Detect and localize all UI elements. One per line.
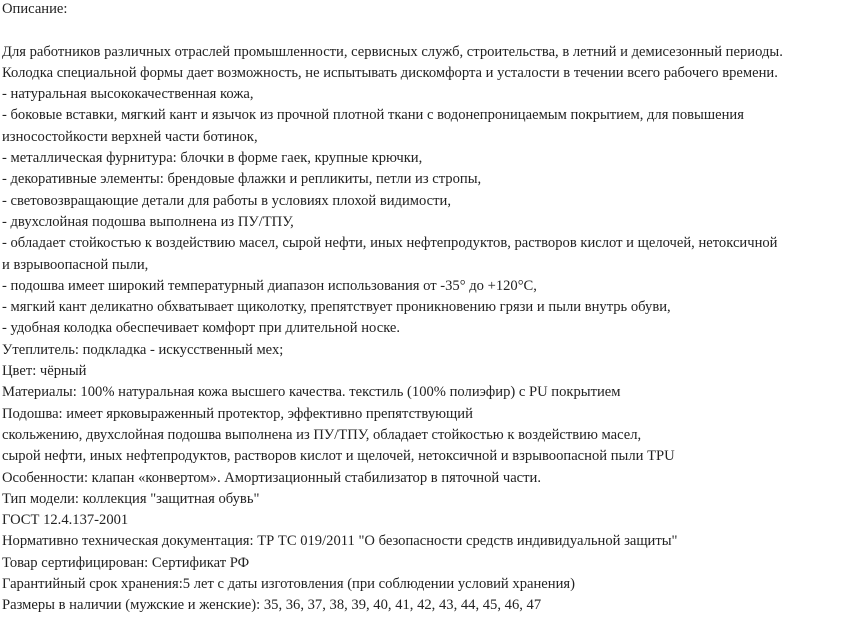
spec-insulation: Утеплитель: подкладка - искусственный мех;: [2, 341, 284, 358]
spec-color: Цвет: чёрный: [2, 363, 87, 380]
feature-side-inserts-cont: износостойкости верхней части ботинок,: [2, 128, 258, 145]
feature-reflective: - световозвращающие детали для работы в условиях плохой видимости,: [2, 192, 451, 209]
spec-model-type: Тип модели: коллекция "защитная обувь": [2, 490, 260, 507]
spec-sole-cont-2: сырой нефти, иных нефтепродуктов, растворов кислот и щелочей, нетоксичной и взрывоопасной пыли TPU: [2, 448, 675, 465]
spec-gost: ГОСТ 12.4.137-2001: [2, 512, 129, 529]
spec-sizes: Размеры в наличии (мужские и женские): 35, 36, 37, 38, 39, 40, 41, 42, 43, 44, 45, 46, 47: [2, 597, 542, 614]
spec-warranty: Гарантийный срок хранения:5 лет с даты изготовления (при соблюдении условий хранения): [2, 576, 575, 593]
feature-side-inserts: - боковые вставки, мягкий кант и язычок из прочной плотной ткани с водонепроницаемым покрытием, для повышения: [2, 107, 744, 124]
feature-decor: - декоративные элементы: брендовые флажки и репликиты, петли из стропы,: [2, 171, 482, 188]
spec-certification: Товар сертифицирован: Сертификат РФ: [2, 554, 250, 571]
feature-temperature: - подошва имеет широкий температурный диапазон использования от -35° до +120°С,: [2, 277, 537, 294]
description-line-intro: Для работников различных отраслей промышленности, сервисных служб, строительства, в летний и демисезонный периоды.: [2, 43, 783, 60]
spec-regulation: Нормативно техническая документация: ТР ТС 019/2011 "О безопасности средств индивидуальной защиты": [2, 533, 678, 550]
spec-sole-cont-1: скольжению, двухслойная подошва выполнена из ПУ/ТПУ, обладает стойкостью к воздействию масел,: [2, 426, 642, 443]
spec-features: Особенности: клапан «конвертом». Амортизационный стабилизатор в пяточной части.: [2, 469, 541, 486]
spec-sole: Подошва: имеет ярковыраженный протектор, эффективно препятствующий: [2, 405, 473, 422]
feature-sole: - двухслойная подошва выполнена из ПУ/ТПУ,: [2, 213, 294, 230]
description-heading: Описание:: [2, 1, 68, 17]
spec-materials: Материалы: 100% натуральная кожа высшего качества. текстиль (100% полиэфир) с PU покрытием: [2, 384, 621, 401]
description-line-last: Колодка специальной формы дает возможность, не испытывать дискомфорта и усталости в течении всего рабочего времени.: [2, 64, 778, 81]
blank-line: [2, 20, 858, 41]
feature-comfort: - удобная колодка обеспечивает комфорт при длительной носке.: [2, 320, 401, 337]
feature-leather: - натуральная высококачественная кожа,: [2, 86, 254, 103]
feature-resistance-cont: и взрывоопасной пыли,: [2, 256, 149, 273]
feature-resistance: - обладает стойкостью к воздействию масел, сырой нефти, иных нефтепродуктов, растворов кислот и щелочей, нетоксичной: [2, 235, 778, 252]
feature-hardware: - металлическая фурнитура: блочки в форме гаек, крупные крючки,: [2, 150, 423, 167]
product-description: [2, 0, 858, 617]
feature-padding: - мягкий кант деликатно обхватывает щиколотку, препятствует проникновению грязи и пыли внутрь обуви,: [2, 299, 671, 316]
